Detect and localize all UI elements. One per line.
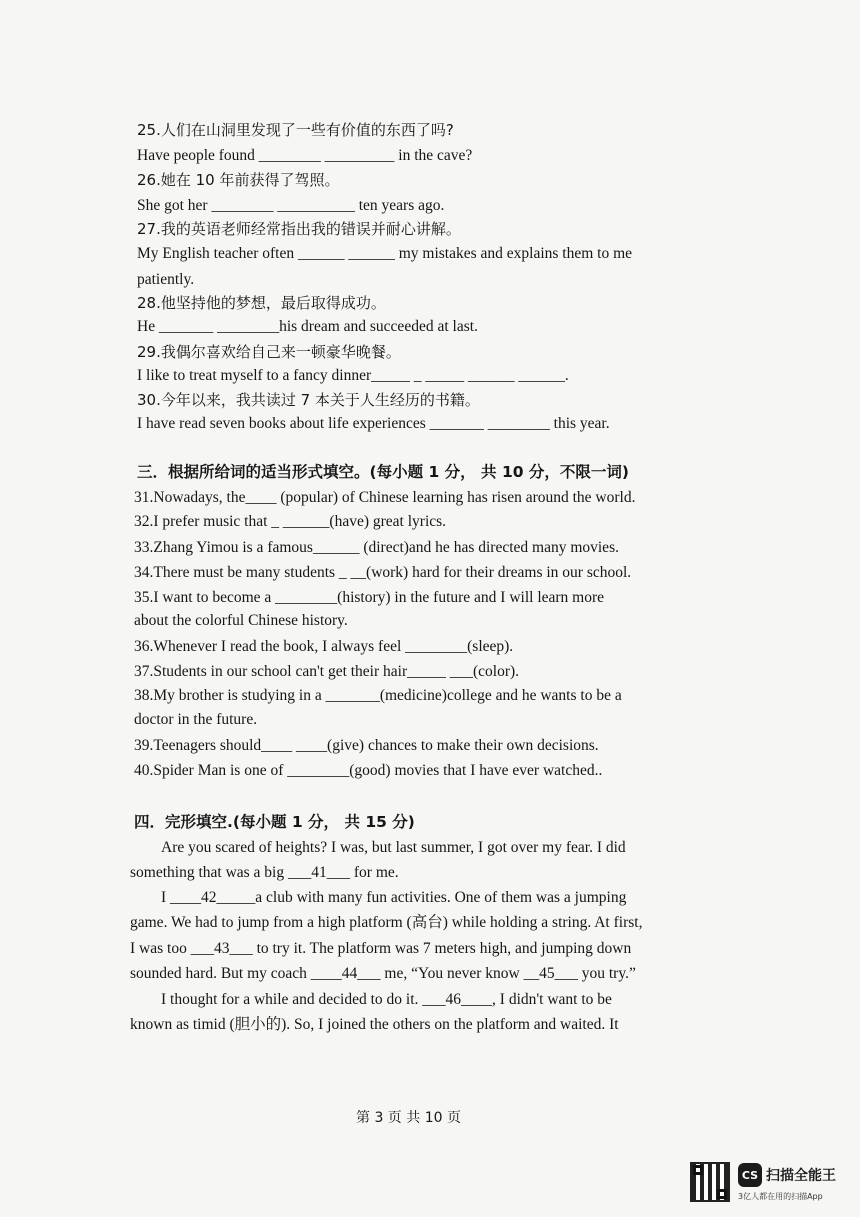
question-37: 37.Students in our school can't get their hair_____ ___(color). (134, 663, 520, 680)
question-28-prompt: 28.他坚持他的梦想，最后取得成功。 (137, 294, 386, 312)
camscanner-logo: CS (738, 1163, 762, 1187)
question-30-prompt: 30.今年以来，我共读过 7 本关于人生经历的书籍。 (137, 391, 480, 409)
question-28-sentence: He _______ ________his dream and succeeded at last. (137, 318, 478, 335)
passage-line: something that was a big ___41___ for me. (130, 864, 399, 881)
question-32: 32.I prefer music that _ ______(have) great lyrics. (134, 513, 447, 530)
passage-line: game. We had to jump from a high platform (高台) while holding a string. At first, (130, 914, 643, 931)
qr-code-icon (690, 1162, 730, 1202)
question-31: 31.Nowadays, the____ (popular) of Chinese learning has risen around the world. (134, 489, 636, 506)
question-40: 40.Spider Man is one of ________(good) movies that I have ever watched.. (134, 762, 603, 779)
question-25-prompt: 25.人们在山洞里发现了一些有价值的东西了吗? (137, 121, 454, 139)
page-number: 第 3 页 共 10 页 (356, 1110, 461, 1126)
passage-line: I was too ___43___ to try it. The platform was 7 meters high, and jumping down (130, 940, 632, 957)
question-38-cont: doctor in the future. (134, 711, 258, 728)
passage-line: known as timid (胆小的). So, I joined the others on the platform and waited. It (130, 1016, 619, 1033)
question-35-cont: about the colorful Chinese history. (134, 612, 348, 629)
question-27-sentence-cont: patiently. (137, 271, 195, 288)
question-34: 34.There must be many students _ __(work) hard for their dreams in our school. (134, 564, 632, 581)
question-38: 38.My brother is studying in a _______(medicine)college and he wants to be a (134, 687, 622, 704)
section-4-heading: 四．完形填空.(每小题 1 分， 共 15 分) (134, 813, 415, 831)
passage-line: I thought for a while and decided to do it. ___46____, I didn't want to be (161, 991, 612, 1008)
passage-line: sounded hard. But my coach ____44___ me, “You never know __45___ you try.” (130, 965, 636, 982)
question-27-prompt: 27.我的英语老师经常指出我的错误并耐心讲解。 (137, 220, 461, 238)
question-35: 35.I want to become a ________(history) in the future and I will learn more (134, 589, 605, 606)
camscanner-name: 扫描全能王 (766, 1168, 836, 1184)
passage-line: I ____42_____a club with many fun activities. One of them was a jumping (161, 889, 627, 906)
question-33: 33.Zhang Yimou is a famous______ (direct)and he has directed many movies. (134, 539, 619, 556)
section-3-heading: 三．根据所给词的适当形式填空。(每小题 1 分， 共 10 分，不限一词) (137, 463, 630, 481)
question-30-sentence: I have read seven books about life experiences _______ ________ this year. (137, 415, 610, 432)
question-26-sentence: She got her ________ __________ ten years ago. (137, 197, 445, 214)
passage-line: Are you scared of heights? I was, but last summer, I got over my fear. I did (161, 839, 626, 856)
question-29-prompt: 29.我偶尔喜欢给自己来一顿豪华晚餐。 (137, 343, 401, 361)
camscanner-tagline: 3亿人都在用的扫描App (738, 1192, 823, 1201)
question-25-sentence: Have people found ________ _________ in the cave? (137, 147, 473, 164)
question-36: 36.Whenever I read the book, I always feel ________(sleep). (134, 638, 514, 655)
question-39: 39.Teenagers should____ ____(give) chances to make their own decisions. (134, 737, 599, 754)
question-26-prompt: 26.她在 10 年前获得了驾照。 (137, 171, 340, 189)
question-27-sentence: My English teacher often ______ ______ my mistakes and explains them to me (137, 245, 633, 262)
question-29-sentence: I like to treat myself to a fancy dinner_____ _ _____ ______ ______. (137, 367, 569, 384)
